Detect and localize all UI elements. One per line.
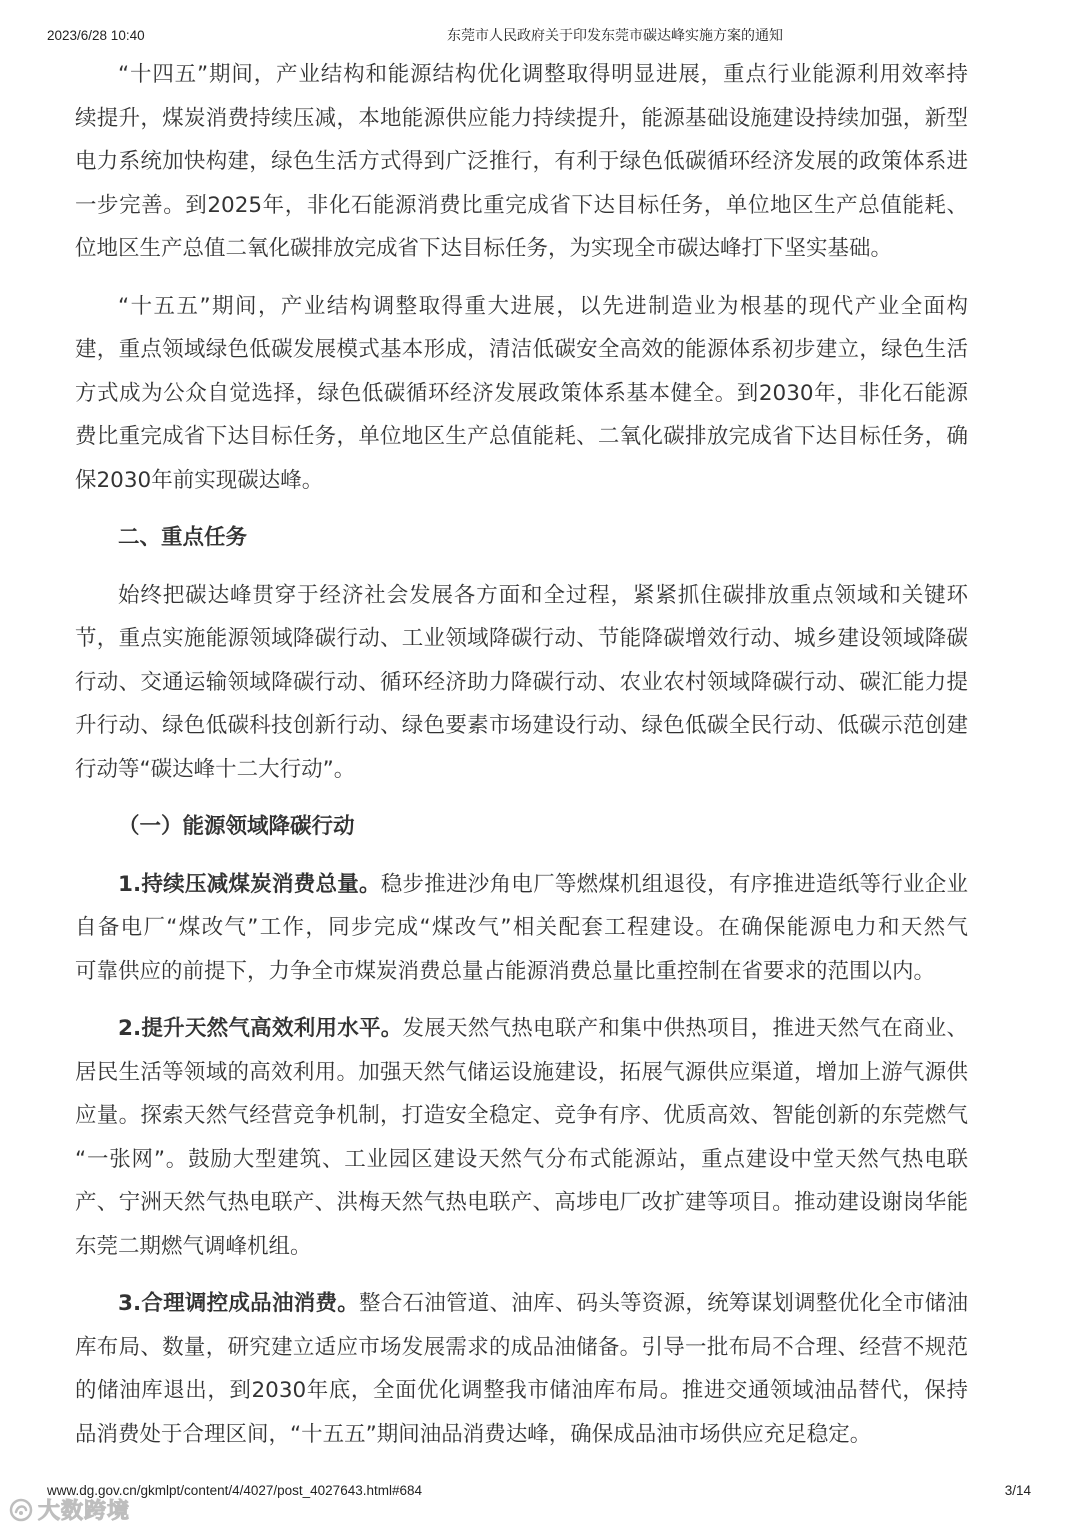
- paragraph-fourteenth-five-year: [75, 53, 968, 271]
- paragraph-line: 居民生活等领域的高效利用。加强天然气储运设施建设，拓展气源供应渠道，增加上游气源供: [75, 1059, 968, 1085]
- document-title: 东莞市人民政府关于印发东莞市碳达峰实施方案的通知: [447, 28, 783, 44]
- paragraph-line: “十五五”期间，产业结构调整取得重大进展，以先进制造业为根基的现代产业全面构: [118, 293, 968, 319]
- paragraph-line: 一步完善。到2025年，非化石能源消费比重完成省下达目标任务，单位地区生产总值能耗、: [75, 192, 968, 218]
- paragraph-line: 产、宁洲天然气热电联产、洪梅天然气热电联产、高埗电厂改扩建等项目。推动建设谢岗华能: [75, 1190, 968, 1215]
- task-item-text: 稳步推进沙角电厂等燃煤机组退役，有序推进造纸等行业企业: [380, 871, 968, 897]
- paragraph-line: 东莞二期燃气调峰机组。: [75, 1233, 312, 1259]
- paragraph-line: 行动等“碳达峰十二大行动”。: [75, 756, 356, 782]
- task-item-title: 2.提升天然气高效利用水平。: [118, 1016, 403, 1041]
- paragraph-line: 续提升，煤炭消费持续压减，本地能源供应能力持续提升，能源基础设施建设持续加强，新型: [75, 105, 968, 131]
- paragraph-line: “十四五”期间，产业结构和能源结构优化调整取得明显进展，重点行业能源利用效率持: [118, 62, 968, 87]
- task-item-title: 3.合理调控成品油消费。: [118, 1291, 359, 1316]
- paragraph-line: [75, 863, 968, 907]
- paragraph-line: 节，重点实施能源领域降碳行动、工业领域降碳行动、节能降碳增效行动、城乡建设领域降碳: [75, 626, 968, 651]
- document-body: [75, 53, 968, 1470]
- paragraph-line: 的储油库退出，到2030年底，全面优化调整我市储油库布局。推进交通领域油品替代，保持: [75, 1378, 968, 1403]
- task-item-1: [75, 863, 968, 994]
- paragraph-line: 保2030年前实现碳达峰。: [75, 467, 324, 493]
- paragraph-line: 应量。探索天然气经营竞争机制，打造安全稳定、竞争有序、优质高效、智能创新的东莞燃气: [75, 1103, 968, 1128]
- paragraph-line: 方式成为公众自觉选择，绿色低碳循环经济发展政策体系基本健全。到2030年，非化石能源: [75, 380, 968, 406]
- paragraph-line: “一张网”。鼓励大型建筑、工业园区建设天然气分布式能源站，重点建设中堂天然气热电联: [75, 1146, 968, 1172]
- watermark-text: 大数跨境: [38, 1499, 131, 1524]
- paragraph-line: 库布局、数量，研究建立适应市场发展需求的成品油储备。引导一批布局不合理、经营不规范: [75, 1334, 968, 1360]
- page-number: 3/14: [1004, 1483, 1031, 1498]
- paragraph-fifteenth-five-year: [75, 285, 968, 503]
- paragraph-line: 电力系统加快构建，绿色生活方式得到广泛推行，有利于绿色低碳循环经济发展的政策体系进: [75, 149, 968, 174]
- print-datetime: 2023/6/28 10:40: [47, 28, 145, 43]
- paragraph-line: 位地区生产总值二氧化碳排放完成省下达目标任务，为实现全市碳达峰打下坚实基础。: [75, 236, 893, 261]
- section-heading: 二、重点任务: [118, 525, 248, 550]
- paragraph-line: 建，重点领域绿色低碳发展模式基本形成，清洁低碳安全高效的能源体系初步建立，绿色生活: [75, 337, 968, 362]
- page-url: www.dg.gov.cn/gkmlpt/content/4/4027/post_4027643.html#684: [47, 1483, 423, 1498]
- paragraph-line: 可靠供应的前提下，力争全市煤炭消费总量占能源消费总量比重控制在省要求的范围以内。: [75, 958, 936, 984]
- task-item-title: 1.持续压减煤炭消费总量。: [118, 871, 381, 897]
- paragraph-line: 品消费处于合理区间，“十五五”期间油品消费达峰，确保成品油市场供应充足稳定。: [75, 1421, 872, 1447]
- task-item-text: 发展天然气热电联产和集中供热项目，推进天然气在商业、: [402, 1016, 968, 1041]
- paragraph-line: [75, 1282, 968, 1326]
- paragraph-line: [75, 1007, 968, 1051]
- subsection-heading: （一）能源领域降碳行动: [118, 814, 355, 839]
- task-item-3: [75, 1282, 968, 1456]
- task-item-2: [75, 1007, 968, 1268]
- paragraph-line: 升行动、绿色低碳科技创新行动、绿色要素市场建设行动、绿色低碳全民行动、低碳示范创建: [75, 713, 968, 738]
- paragraph-line: 自备电厂“煤改气”工作，同步完成“煤改气”相关配套工程建设。在确保能源电力和天然气: [75, 915, 968, 940]
- section-intro-paragraph: [75, 574, 968, 792]
- brand-logo-icon: [8, 1497, 34, 1523]
- task-item-text: 整合石油管道、油库、码头等资源，统筹谋划调整优化全市储油: [358, 1291, 968, 1316]
- paragraph-line: 始终把碳达峰贯穿于经济社会发展各方面和全过程，紧紧抓住碳排放重点领域和关键环: [118, 582, 968, 608]
- paragraph-line: 费比重完成省下达目标任务，单位地区生产总值能耗、二氧化碳排放完成省下达目标任务，确: [75, 424, 968, 449]
- paragraph-line: 行动、交通运输领域降碳行动、循环经济助力降碳行动、农业农村领域降碳行动、碳汇能力提: [75, 669, 968, 695]
